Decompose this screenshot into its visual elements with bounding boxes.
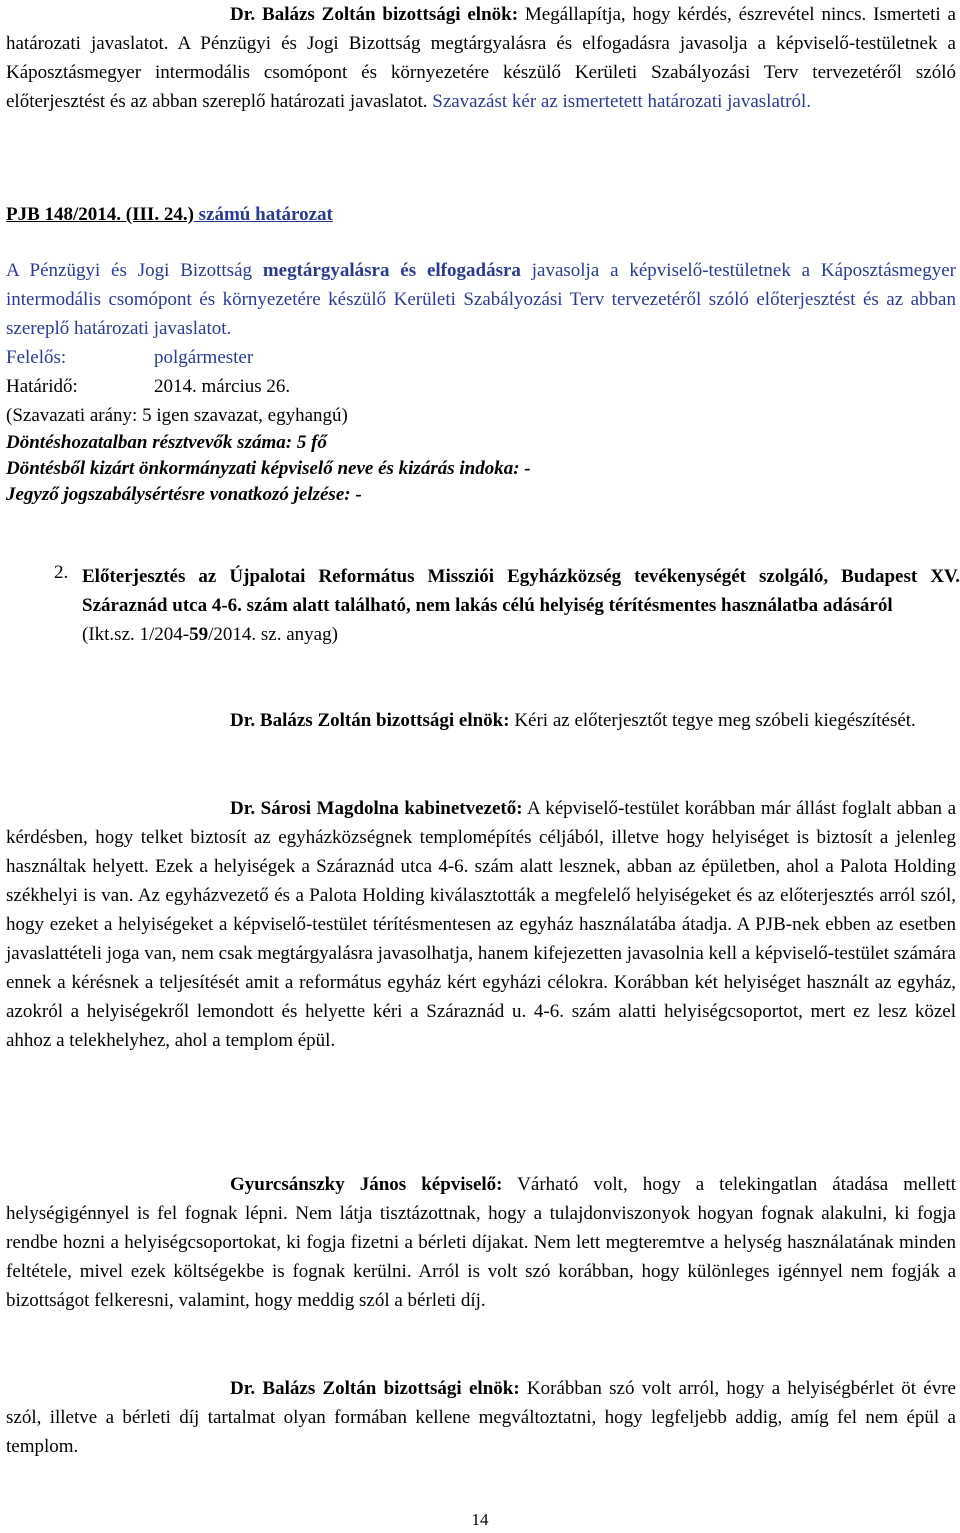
excluded-members: Döntésből kizárt önkormányzati képviselő neve és kizárás indoka: - [6,458,531,479]
resolution-text: javasolja a képviselő-testületnek a Káposztásmegyer intermodális csomópont és környezetére készülő Kerületi Szabályozási Terv tervezetéről szóló előterjesztést és az abban szereplő határozati javaslatot. [6,260,956,339]
reference-text: /2014. sz. anyag) [208,624,338,645]
resolution-block [6,256,956,508]
resolution-number: PJB 148/2014. (III. 24.) [6,204,194,225]
agenda-item [54,562,960,649]
deadline-value: 2014. március 26. [154,376,291,397]
statement-text: Megállapítja, hogy kérdés, észrevétel nincs. Ismerteti a határozati javaslatot. A Pénzügyi és Jogi Bizottság megtárgyalásra és elfogadásra javasolja a képviselő-testületnek a Káposztásmegyer intermodális csomópont és környezetére készülő Kerületi Szabályozási Terv tervezetéről szóló előterjesztést és az abban szereplő határozati javaslatot. [6,4,956,112]
statement-text: Kéri az előterjesztőt tegye meg szóbeli kiegészítését. [509,710,916,731]
agenda-number: 2. [54,562,69,583]
responsible-label: Felelős: [6,347,67,368]
resolution-title-suffix: számú határozat [193,204,333,225]
reference-number: 59 [189,624,209,645]
speaker-name: Dr. Balázs Zoltán bizottsági elnök: [230,4,519,25]
responsible-value: polgármester [154,347,254,368]
reference-text: (Ikt.sz. 1/204- [82,624,190,645]
page-number: 14 [471,1510,489,1529]
deadline-row [6,372,956,401]
participants-count: Döntéshozatalban résztvevők száma: 5 fő [6,432,327,453]
speaker-name: Dr. Sárosi Magdolna kabinetvezető: [230,798,523,819]
deadline-label: Határidő: [6,376,78,397]
resolution-title [6,200,333,229]
agenda-title: Előterjesztés az Újpalotai Református Missziói Egyházközség tevékenységét szolgáló, Budapest XV. Száraznád utca 4-6. szám alatt található, nem lakás célú helyiség térítésmentes használatba adásáról [82,566,960,616]
statement-text: A képviselő-testület korábban már állást foglalt abban a kérdésben, hogy telket biztosít az egyházközségnek templomépítés céljából, illetve hogy helyiséget is biztosít a jelenleg használtak helyett. Ezek a helyiségek a Száraznád utca 4-6. szám alatt lesznek, abban az épületben, ahol a Palota Holding székhelyi is van. Az egyházvezető és a Palota Holding kiválasztották a megfelelő helyiségeket és az előterjesztés arról szól, hogy ezeket a helyiségeket a képviselő-testület térítésmentesen az egyház használatába átadja. A PJB-nek ebben az esetben javaslattételi joga van, nem csak megtárgyalásra javasolhatja, hanem kifejezetten javasolnia kell a képviselő-testület számára ennek a kérésnek a teljesítését amit a református egyház kért egyházi célokra. Korábban két helyiséget használt az egyház, azokról a helyiségekről lemondott és helyette kéri a Száraznád u. 4-6. szám alatti helyiségcsoportot, mert ez lesz közel ahhoz a telekhelyhez, ahol a templom épül. [6,798,957,1051]
agenda-reference [72,620,960,649]
speaker-name: Gyurcsánszky János képviselő: [230,1174,503,1195]
resolution-text-bold: megtárgyalásra és elfogadásra [262,260,521,281]
representative-statement [6,1170,956,1315]
speaker-name: Dr. Balázs Zoltán bizottsági elnök: [230,710,510,731]
cabinet-head-statement [6,794,956,1055]
vote-ratio: (Szavazati arány: 5 igen szavazat, egyhangú) [6,405,348,426]
resolution-text: A Pénzügyi és Jogi Bizottság [6,260,263,281]
statement-text: Korábban szó volt arról, hogy a helyiségbérlet öt évre szól, illetve a bérleti díj tartalmat olyan formában kellene megváltoztatni, hogy legfeljebb addig, amíg fel nem épül a templom. [6,1378,956,1457]
chair-statement-3 [6,1374,956,1461]
resolution-body [6,256,956,343]
chair-statement-1 [6,0,956,116]
statement-text-highlight: Szavazást kér az ismertetett határozati javaslatról. [427,91,812,112]
chair-statement-2 [6,706,956,735]
statement-text: Várható volt, hogy a telekingatlan átadása mellett helységigénnyel is fel fognak lépni. Nem látja tisztázottnak, hogy a tulajdonviszonyok hogyan fognak alakulni, ki fogja rendbe hozni a helyiségcsoportokat, ki fogja fizetni a bérleti díjakat. Nem lett megteremtve a helység használatának minden feltétele, mivel ezek költségekbe is fognak kerülni. Arról is volt szó korábban, hogy különleges igénnyel nem fogják a bizottságot felkeresni, valamint, hogy meddig szól a bérleti díj. [6,1174,956,1311]
notary-note: Jegyző jogszabálysértésre vonatkozó jelzése: - [6,484,362,505]
responsible-row [6,343,956,372]
speaker-name: Dr. Balázs Zoltán bizottsági elnök: [230,1378,520,1399]
